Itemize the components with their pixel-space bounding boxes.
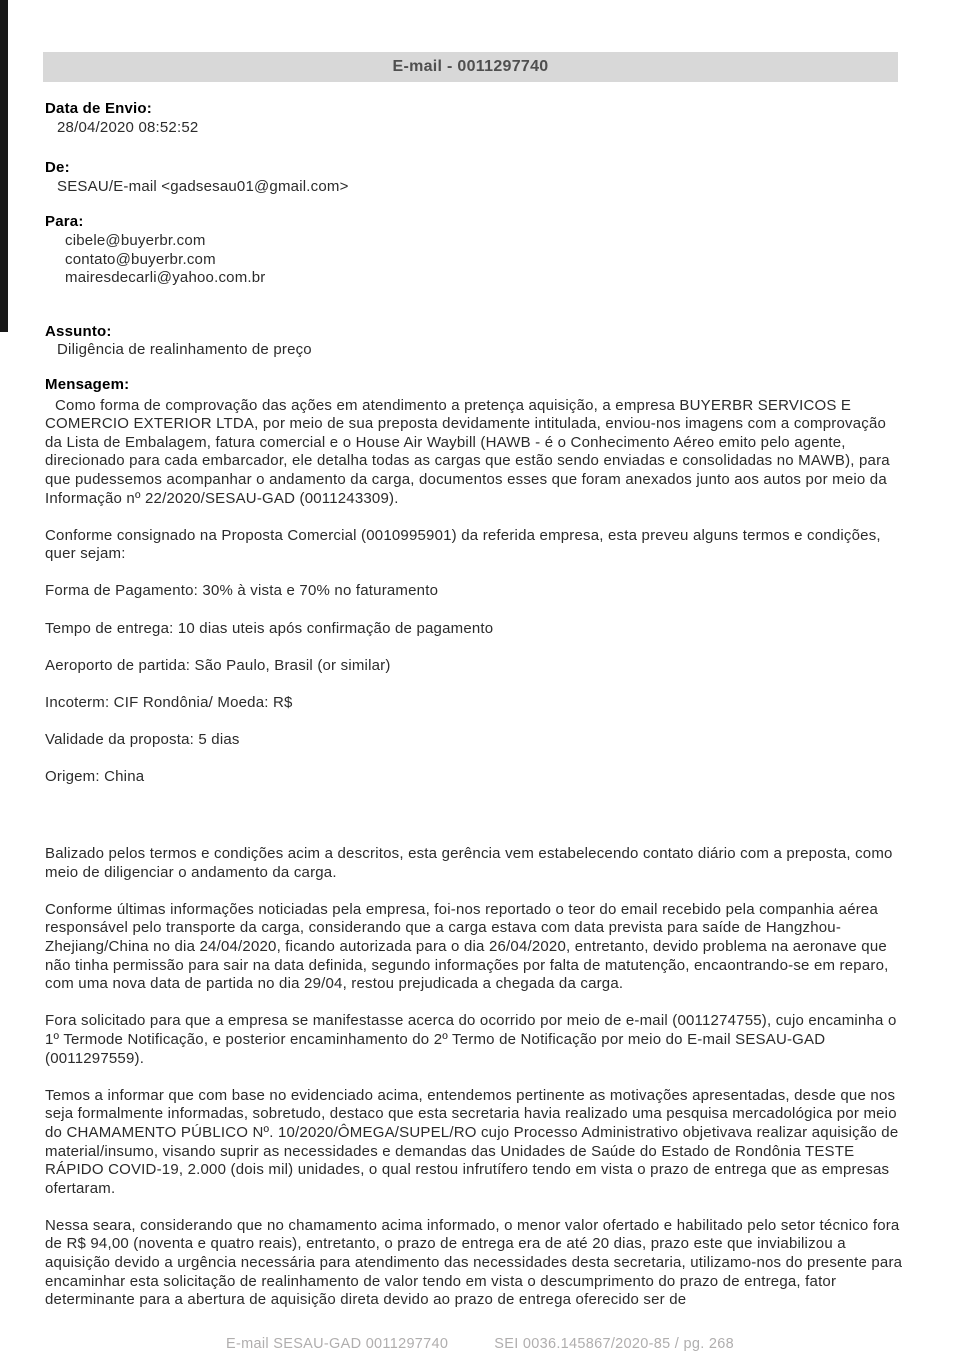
message-paragraph: Tempo de entrega: 10 dias uteis após confirmação de pagamento	[45, 619, 494, 637]
subject-label: Assunto:	[45, 322, 112, 340]
message-paragraph: Temos a informar que com base no evidenciado acima, entendemos pertinente as motivações apresentadas, desde que nos seja formalmente informadas, sobretudo, destaco que esta secretaria havia realizado uma pesquisa mercadológica por meio do CHAMAMENTO PÚBLICO Nº. 10/2020/ÔMEGA/SUPEL/RO cujo Processo Administrativo objetivava realizar aquisição de material/insumo, visando suprir as necessidades e demandas das Unidades de Saúde do Estado de Rondônia TESTE RÁPIDO COVID-19, 2.000 (dois mil) unidades, o qual restou infrutífero tendo em vista o prazo de entrega que as empresas ofertaram.	[45, 1086, 899, 1197]
message-paragraph: Como forma de comprovação das ações em atendimento a pretença aquisição, a empresa BUYERBR SERVICOS E COMERCIO EXTERIOR LTDA, por meio de sua preposta devidamente intitulada, enviou-nos imagens com a comprovação da Lista de Embalagem, fatura comercial e o House Air Waybill (HAWB - é o Conhecimento Aéreo emito pelo agente, direcionado para cada embarcador, ele detalha todas as cargas que estão sendo enviadas e consolidadas no MAWB), para que pudessemos acompanhar o andamento da carga, documentos esses que foram anexados junto aos autos por meio da Informação nº 22/2020/SESAU-GAD (0011243309).	[45, 396, 890, 507]
to-section	[45, 213, 907, 287]
subject-section	[45, 323, 907, 360]
from-label: De:	[45, 159, 70, 177]
sent-date-section	[45, 100, 907, 137]
scan-artifact-edge	[0, 0, 8, 332]
to-recipient: contato@buyerbr.com	[65, 250, 216, 268]
message-paragraph: Fora solicitado para que a empresa se manifestasse acerca do ocorrido por meio de e-mail (0011274755), cujo encaminha o 1º Termode Notificação, e posterior encaminhamento do 2º Termo de Notificação por meio do E-mail SESAU-GAD (0011297559).	[45, 1012, 897, 1067]
message-paragraph: Conforme últimas informações noticiadas pela empresa, foi-nos reportado o teor do email recebido pela companhia aérea responsável pelo transporte da carga, considerando que a carga estava com data prevista para saíde de Hangzhou-Zhejiang/China no dia 24/04/2020, ficando autorizada para o dia 26/04/2020, entretanto, devido problema na aeronave que não tinha permissão para sair na data definida, segundo informações por falta de matutenção, encaontrando-se em reparo, com uma nova data de partida no dia 29/04, restou prejudicada a chegada da carga.	[45, 900, 889, 993]
message-paragraph: Balizado pelos termos e condições acim a descritos, esta gerência vem estabelecendo contato diário com a preposta, como meio de diligenciar o andamento da carga.	[45, 845, 893, 881]
to-label: Para:	[45, 213, 84, 231]
message-paragraph: Nessa seara, considerando que no chamamento acima informado, o menor valor ofertado e habilitado pelo setor técnico fora de R$ 94,00 (noventa e quatro reais), entretanto, o prazo de entrega era de até 20 dias, prazo este que inviabilizou a aquisição devido a urgência necessária para atendimento das necessidades desta secretaria, utilizamo-nos do presente para encaminhar esta solicitação de realinhamento de valor tendo em vista o descumprimento do prazo de entrega, fator determinante para a abertura de aquisição direta devido ao prazo de entrega oferecido ser de	[45, 1216, 903, 1309]
message-paragraph: Conforme consignado na Proposta Comercial (0010995901) da referida empresa, esta preveu alguns termos e condições, quer sejam:	[45, 526, 881, 563]
message-paragraph: Validade da proposta: 5 dias	[45, 731, 240, 749]
email-body	[45, 100, 907, 1310]
message-label: Mensagem:	[45, 375, 130, 393]
page-footer	[0, 1336, 960, 1352]
message-paragraph: Forma de Pagamento: 30% à vista e 70% no faturamento	[45, 582, 439, 600]
message-paragraph: Aeroporto de partida: São Paulo, Brasil (or similar)	[45, 656, 391, 674]
message-paragraph: Origem: China	[45, 768, 145, 786]
message-paragraph: Incoterm: CIF Rondônia/ Moeda: R$	[45, 694, 293, 712]
footer-sei-page-ref: SEI 0036.145867/2020-85 / pg. 268	[494, 1336, 734, 1352]
to-recipient: mairesdecarli@yahoo.com.br	[65, 269, 266, 287]
document-title: E-mail - 0011297740	[392, 58, 549, 75]
to-recipient: cibele@buyerbr.com	[65, 231, 206, 249]
sent-date-value: 28/04/2020 08:52:52	[57, 118, 199, 136]
from-value: SESAU/E-mail <gadsesau01@gmail.com>	[57, 177, 349, 195]
from-section	[45, 159, 907, 196]
footer-document-ref: E-mail SESAU-GAD 0011297740	[226, 1336, 449, 1352]
subject-value: Diligência de realinhamento de preço	[57, 341, 312, 359]
document-title-bar	[43, 52, 898, 82]
sent-date-label: Data de Envio:	[45, 100, 152, 117]
message-section	[45, 376, 907, 1310]
